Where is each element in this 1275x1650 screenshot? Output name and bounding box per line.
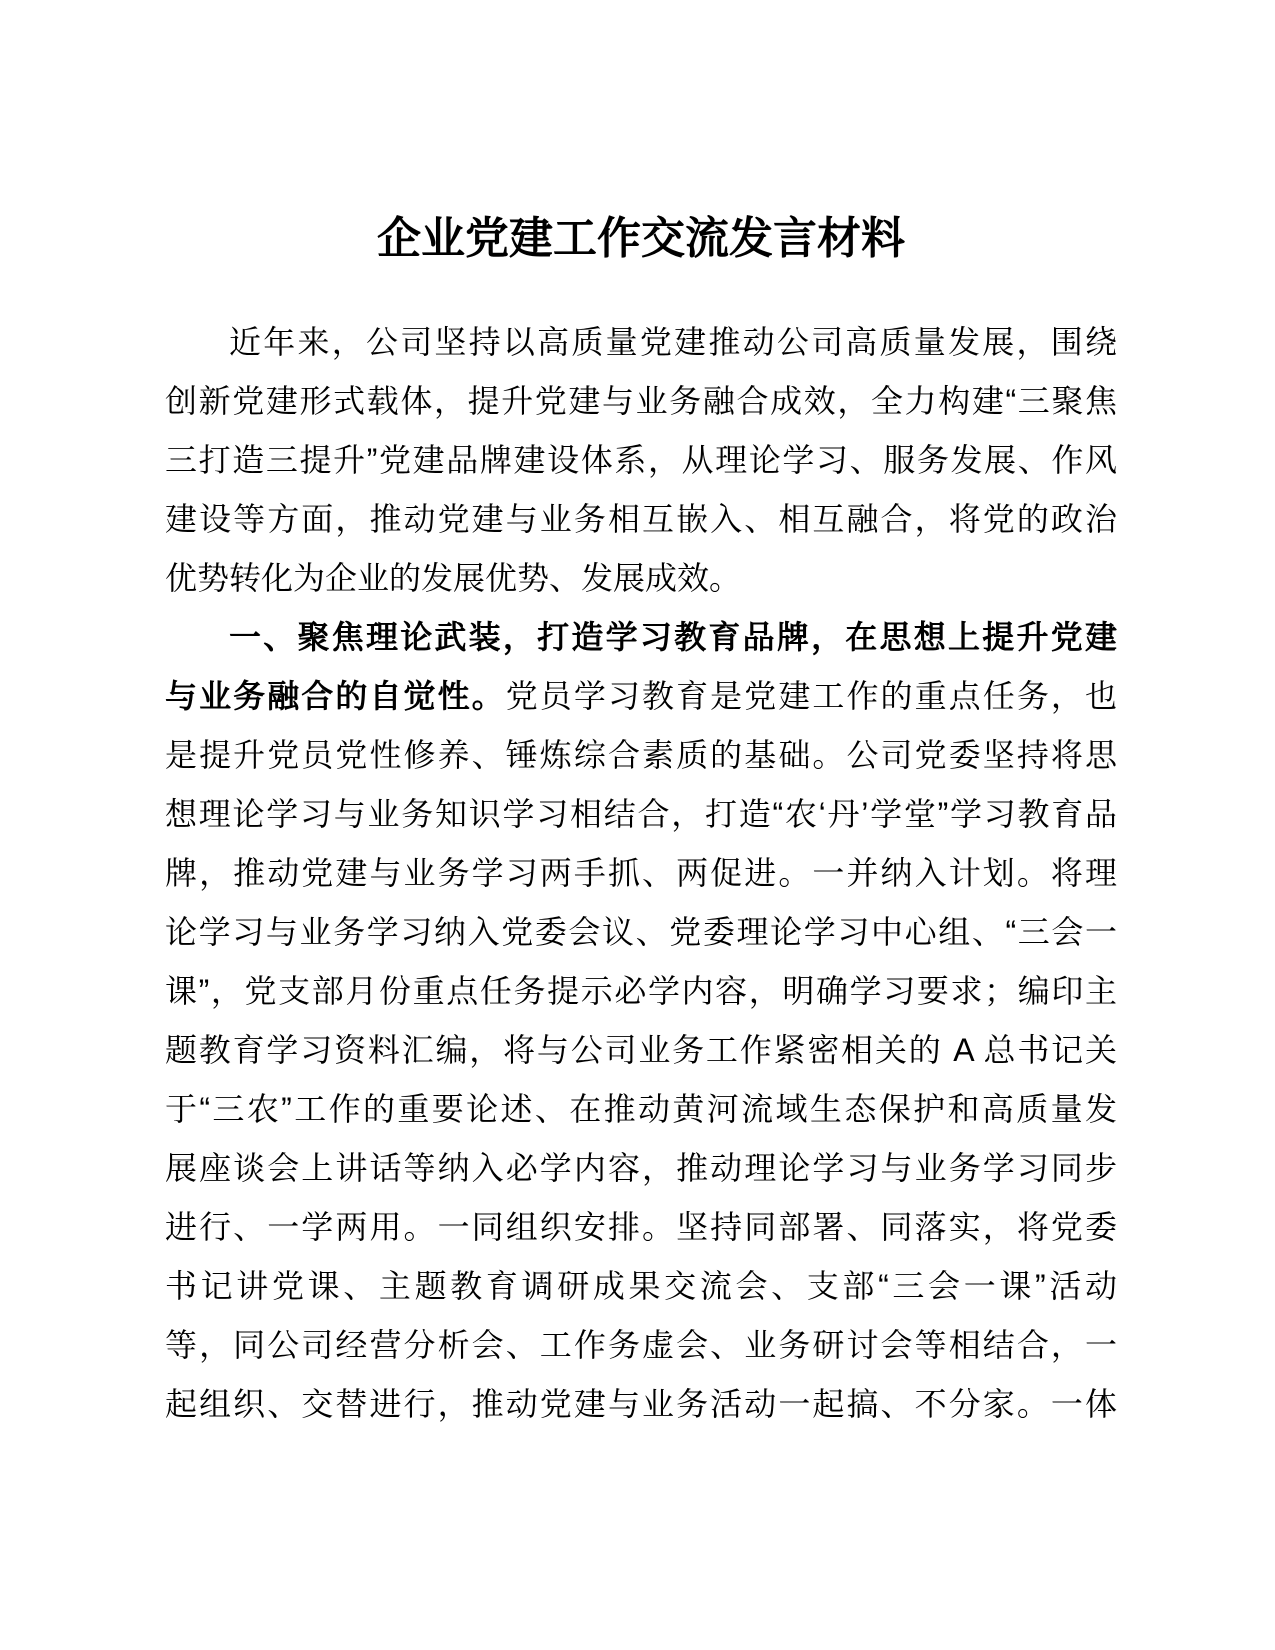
text-line: [165, 431, 1117, 490]
text-segment: 想理论学习与业务知识学习相结合，打造“农‘丹’学堂”学习教育品: [165, 796, 1117, 832]
text-segment: 党员学习教育是党建工作的重点任务，也: [505, 678, 1117, 714]
document-title: 企业党建工作交流发言材料: [377, 214, 905, 263]
text-line: [165, 1198, 1117, 1257]
text-line: [165, 903, 1117, 962]
text-segment: 等，同公司经营分析会、工作务虚会、业务研讨会等相结合，一: [165, 1327, 1117, 1363]
text-line: [165, 608, 1117, 667]
text-segment: 建设等方面，推动党建与业务相互嵌入、相互融合，将党的政治: [165, 501, 1117, 537]
text-segment: 论学习与业务学习纳入党委会议、党委理论学习中心组、“三会一: [165, 914, 1117, 950]
text-line: [165, 844, 1117, 903]
text-segment: 近年来，公司坚持以高质量党建推动公司高质量发展，围绕: [229, 324, 1117, 360]
text-segment: 是提升党员党性修养、锤炼综合素质的基础。公司党委坚持将思: [165, 737, 1117, 773]
text-segment: 三打造三提升”党建品牌建设体系，从理论学习、服务发展、作风: [165, 442, 1117, 478]
text-line: [165, 372, 1117, 431]
bold-text-segment: 一、聚焦理论武装，打造学习教育品牌，在思想上提升党建: [229, 619, 1117, 655]
text-line: [165, 726, 1117, 785]
text-segment: 进行、一学两用。一同组织安排。坚持同部署、同落实，将党委: [165, 1209, 1117, 1245]
text-segment: 于“三农”工作的重要论述、在推动黄河流域生态保护和高质量发: [165, 1091, 1117, 1127]
text-segment: 题教育学习资料汇编，将与公司业务工作紧密相关的 A 总书记关: [165, 1032, 1117, 1068]
text-line: [165, 313, 1117, 372]
text-segment: 牌，推动党建与业务学习两手抓、两促进。一并纳入计划。将理: [165, 855, 1117, 891]
text-line: [165, 549, 1117, 608]
text-line: [165, 1021, 1117, 1080]
text-segment: 书记讲党课、主题教育调研成果交流会、支部“三会一课”活动: [165, 1268, 1117, 1304]
text-line: [165, 667, 1117, 726]
text-segment: 课”，党支部月份重点任务提示必学内容，明确学习要求；编印主: [165, 973, 1117, 1009]
text-segment: 起组织、交替进行，推动党建与业务活动一起搞、不分家。一体: [165, 1386, 1117, 1422]
text-line: [165, 785, 1117, 844]
paragraph: [165, 608, 1117, 1434]
text-line: [165, 1139, 1117, 1198]
text-line: [165, 1257, 1117, 1316]
bold-text-segment: 与业务融合的自觉性。: [165, 678, 506, 714]
text-line: [165, 1080, 1117, 1139]
text-segment: 优势转化为企业的发展优势、发展成效。: [165, 560, 742, 596]
paragraph: [165, 313, 1117, 608]
text-segment: 创新党建形式载体，提升党建与业务融合成效，全力构建“三聚焦: [165, 383, 1117, 419]
text-segment: 展座谈会上讲话等纳入必学内容，推动理论学习与业务学习同步: [165, 1150, 1117, 1186]
document-body: [165, 313, 1117, 1434]
text-line: [165, 962, 1117, 1021]
text-line: [165, 1316, 1117, 1375]
text-line: [165, 1375, 1117, 1434]
text-line: [165, 490, 1117, 549]
